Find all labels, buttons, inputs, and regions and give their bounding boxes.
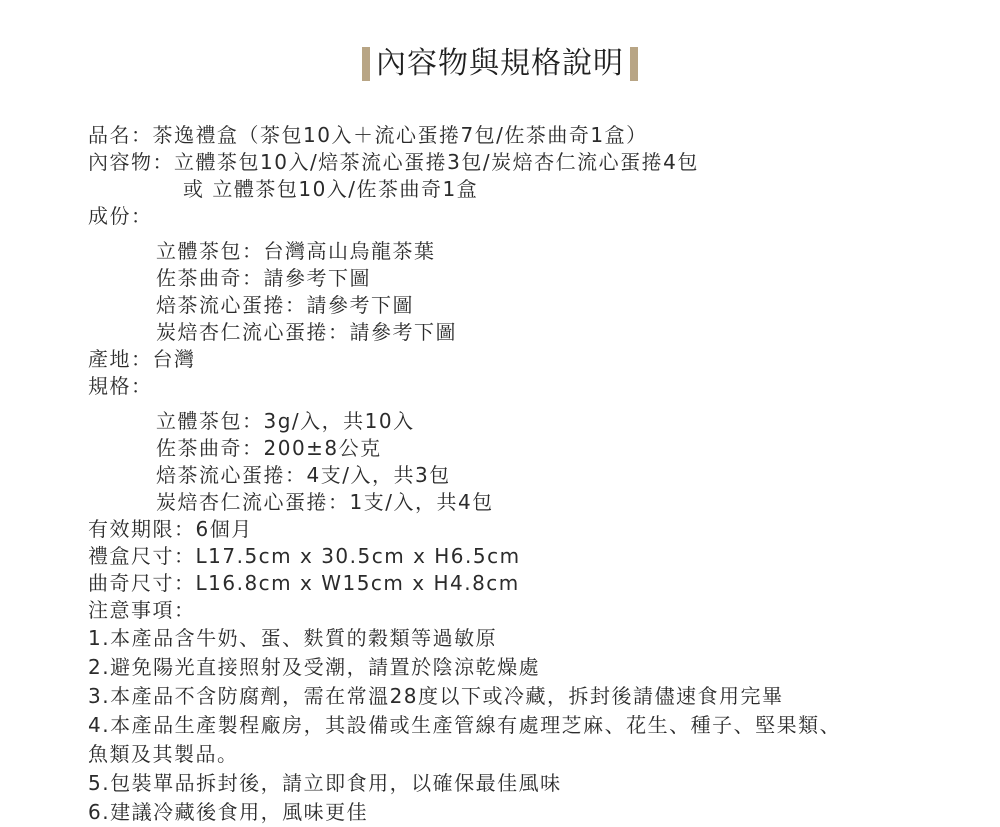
note-item: 1.本產品含牛奶、蛋、麩質的穀類等過敏原	[88, 626, 498, 650]
box-size: 禮盒尺寸：L17.5cm x 30.5cm x H6.5cm	[88, 544, 521, 568]
cookie-size: 曲奇尺寸：L16.8cm x W15cm x H4.8cm	[88, 571, 520, 595]
product-name: 品名：茶逸禮盒（茶包10入＋流心蛋捲7包/佐茶曲奇1盒）	[88, 123, 648, 147]
note-item: 5.包裝單品拆封後，請立即食用，以確保最佳風味	[88, 771, 562, 795]
contents-line-1: 內容物：立體茶包10入/焙茶流心蛋捲3包/炭焙杏仁流心蛋捲4包	[88, 150, 699, 174]
ingredient-item: 立體茶包：台灣高山烏龍茶葉	[156, 239, 436, 263]
page-title: 內容物與規格說明	[376, 46, 624, 81]
contents-line-2: 或 立體茶包10入/佐茶曲奇1盒	[183, 177, 479, 201]
title-inner	[362, 44, 638, 84]
ingredient-item: 炭焙杏仁流心蛋捲：請參考下圖	[156, 320, 457, 344]
spec-item: 佐茶曲奇：200±8公克	[156, 436, 382, 460]
note-item: 魚類及其製品。	[88, 742, 239, 766]
ingredients-label: 成份：	[88, 204, 153, 228]
note-item: 2.避免陽光直接照射及受潮，請置於陰涼乾燥處	[88, 655, 541, 679]
shelf-life: 有效期限：6個月	[88, 517, 253, 541]
origin: 產地：台灣	[88, 347, 196, 371]
title-right-bar	[630, 47, 638, 81]
title-block	[0, 44, 1000, 84]
note-item: 3.本產品不含防腐劑，需在常溫28度以下或冷藏，拆封後請儘速食用完畢	[88, 684, 784, 708]
specs-label: 規格：	[88, 374, 153, 398]
ingredient-item: 焙茶流心蛋捲：請參考下圖	[156, 293, 414, 317]
notes-label: 注意事項：	[88, 598, 196, 622]
spec-item: 立體茶包：3g/入，共10入	[156, 409, 415, 433]
spec-content	[88, 122, 968, 827]
spec-item: 焙茶流心蛋捲：4支/入，共3包	[156, 463, 451, 487]
ingredient-item: 佐茶曲奇：請參考下圖	[156, 266, 371, 290]
note-item: 6.建議冷藏後食用，風味更佳	[88, 800, 369, 824]
spec-item: 炭焙杏仁流心蛋捲：1支/入，共4包	[156, 490, 494, 514]
notes-list	[88, 624, 968, 827]
note-item: 4.本產品生產製程廠房，其設備或生產管線有處理芝麻、花生、種子、堅果類、	[88, 713, 842, 737]
title-left-bar	[362, 47, 370, 81]
